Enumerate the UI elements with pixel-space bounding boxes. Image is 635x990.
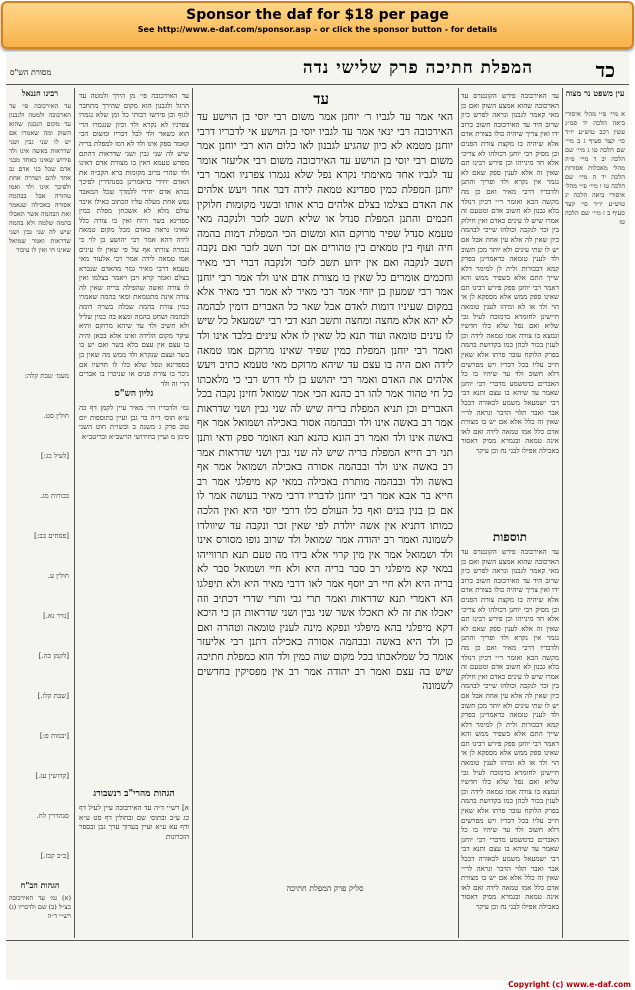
rabbeinu-chananel-header: רבינו חננאל xyxy=(21,88,59,98)
column-divider xyxy=(458,88,459,938)
talmud-page xyxy=(6,52,629,980)
source-ref: [יבמות פ:] xyxy=(39,732,69,740)
source-ref: [שבת קלו.] xyxy=(37,692,69,700)
tosafot-column-bottom: עד האירכובה פירש הקונטרס עד הארכובה שהוא אמצע השוק ואם כן מאי קאמר לגבנון ונראה לפרש כיון שרוב היד עד האירכובה חשוב כרוב ידו ואין צריך שיהיה כולו בצורת אדם אלא שיהיה בו מקצת צורת הפנים וכן מסיק רבי יוחנן דכולהו לא צריכי אלא חד מינייהו וכן פירש רבינו תם שאין זה אלא לענין ספק שאם לא נגמר אין נקרא ולד ופריך והתנן ולדבריו דרבי מאיר ואם כן מה מקשה הכא ואומר ר״י דכיון דנולד בלא גבנון לא חשוב אדם ומטעם זה אמרו שיש לו עינים כאדם ואין חילוק בין זכר לנקבה וכולהו שייכי לבהמה כיון שאין לה אלא עין אחת אבל אם יש לו שתי עינים ולא יותר מכן חשוב ולד לענין טומאה כדאמרינן בפרק קמא דבכורות ולית לן למימר דלא שייך התם אלא בשפיר ממש והא דאמר רבי יוחנן ספק פירש רבינו תם שאינו ספק ממש אלא מספקא לן אי הוי ולד או לא ומיהו לענין טומאה חיישינן לחומרא כדמוכח לעיל גבי שליא ואם נפל שלא כלו חדשיו ונמצא בו צורה אמו טמאה לידה וכן לענין בכור לכהן כמו בקדושת בהמה בפרק הלוקח עובר פרתו אלא שאין חייב עליו בכל דבריו ויש מפרשים דלא חשוב ולד עד שיהיו בו כל האברים כדמשמע מדברי רבי יוחנן שאמר עד שיהא בו עצם ותנא דבי רבי ישמעאל משמע לכאורה דבכל אבר ואבר תלוי הדבר ונראה לר״י שאין זה כלל אלא אם יש בו מצורת אדם כלל אמו טמאה לידה ואם לאו אינה טמאה ובגמרא מסיק דאסור באכילה אפילו לבני נח וכן עיקר xyxy=(461,548,559,911)
rashi-column: עד האירכובה פי׳ מן הירך ולמטה עד הרגל ולגבנון הוא מקום שהירך מתחבר לגוף וכן פירשו רבותי כל זמן שלא נגמרו צפרניו לא נקרא ולד וכיון שנגמרו הרי הוא כשאר ולד לכל דבריו ומשום הכי קאמר ספק אינו ולד לא דמו למפלת בריה שיש לה שני גבין ושני שדראות דהתם מפרש טעמא דאין בו מצורת אדם דאינו ולד שהרי ברוב מקומות ברא הקב״ה את האדם יחידי כדאמרינן בסנהדרין לפיכך נברא אדם יחידי ללמדך שכל המאבד נפש אחת מעלה עליו הכתוב כאילו איבד עולם מלא לא אשכחן מפלת כמין ספדינא בשר ורוח ואין בו צורה כלל שאינו נראה כאדם מכל מקום טמאה לידה דהא אמר רבי יהושע בן לוי כי נגמרה צורתו אף על פי שאין לו עינים אמו טמאה לידה אמר רבי אלעזר מאי טעמא דרבי מאיר גמר מהאדם שנברא בצלם ואמר קרא ויבן ויאמר בצלמו ואין לו צורה ואשה שהפילה בריה שאין לה צורה אינה מתטמאת ומאי בהמה שאמרו כמין צורת בהמה שכלה בשרה דומה לבהמה ושחט בהמה ומצא בה כמין שליל ולא חשיב ולד עד שיהא מרוקם והיא עיקר מקום הלידה ואינו אלא בכאן והיה בו עצם אין עצם בלא בשר ואם יש בו בשר ועצם שנקרא ולד ממש מה שאין כן בספדינא ונפל שלא כלו לו חדשיו אם ניכר בו צורת פנים או שניכרו בו אברים הרי זה ולד xyxy=(79,92,189,388)
tosafot-header: תוספות xyxy=(492,530,528,544)
chapter-end-text: סליק פרק המפלת חתיכה xyxy=(286,884,364,893)
copyright-notice: Copyright (c) www.e-daf.com xyxy=(508,980,631,989)
sponsor-details-text[interactable]: See http://www.e-daf.com/sponsor.asp - or click the sponsor button - for details xyxy=(137,25,498,34)
header-rule xyxy=(6,84,629,85)
source-ref: [נזיר נא.] xyxy=(43,612,69,620)
ein-mishpat-column: א מיי׳ פ״י מהל׳ איסורי ביאה הלכה יד סמ״ג עשין רכב טוש״ע יו״ד סי׳ קצד סעיף ג ב מיי׳ שם הלכה טו ג מיי׳ שם הלכה יב ד מיי׳ פ״ה מהל׳ מאכלות אסורות הלכה יד ה מיי׳ שם הלכה טו ו מיי׳ פ״י מהל׳ איסורי ביאה הלכה יג טוש״ע יו״ד סי׳ קצד סעיף ב ז מיי׳ שם הלכה טז xyxy=(565,110,625,226)
masoret-hashas-label: מסורת הש"ס xyxy=(10,68,52,77)
column-divider xyxy=(74,88,75,938)
hagahot-text: א] רש״י ד״ה עד האירכובה עיין לעיל דף כג ע״ב ובתוס׳ שם ובחולין דף סט ע״א ודף עא ע״א ועיין בערוך ערך גבן ובספר הזכרונות xyxy=(79,804,189,841)
gemara-main-text: האי אמר עד לגביו ר׳ יוחנן אמר משום רבי יוסי בן הוישע עד האירכובה רבי ינאי אמר עד לגביו יוסי בן הוישע אי לדבריו דרבי יוחנן מטמא לא כיון שהגיע לגבנון לאו כלום הוא רבי יוחנן אמר משום רבי יוסי בן הוישע עד האירכובה משום רבי אליעזר אומר עד לגביו אחד מאימתי נקרא נפל שלא נגמרו צפרניו ואמר רבי יוחנן המפלת כמין ספדינא טמאה לידה דבר אחר ויעש אלהים את האדם בצלמו בצלם אלהים ברא אותו ובשני מקומות חלוקין חכמים והתנן המפלת סנדל או שליא תשב לזכר ולנקבה מאי טעמא סנדל שפיר מרוקם הוא ומשום הכי המפלת דמות בהמה חיה ועוף בין טמאים בין טהורים אם זכר תשב לזכר ואם נקבה תשב לנקבה ואם אין ידוע תשב לזכר ולנקבה דברי רבי מאיר וחכמים אומרים כל שאין בו מצורת אדם אינו ולד אמר רבי יוחנן אמר רבי שמעון בן יוחי אמר רבי מאיר לא אמר רבי מאיר אלא במקום שעיניו דומות לאדם אבל שאר כל האברים דומין לבהמה לא יהא אלא מחצה ומחצה ותשב תנא דבי רבי ישמעאל כל שיש לו עינים טומאה ועוד תנא כל שאין לו אלא עינים בלבד אינו ולד ואמר רבי יוחנן המפלת כמין שפיר שאינו מרוקם אמו טמאה לידה ואם היה בו עצם עד שיהא מרוקם מאי טעמא כתיב ויעש אלהים את האדם ואמר רבי יהושע בן לוי דרש רבי כי מלאכתו כל חי טהור אמר להו רב כהנא הכי אמר שמואל חזינן נקבה בכל האברים וכן תניא המפלת בריה שיש לה שני גבין ושני שדראות אמר רב באשה אינו ולד ובבהמה אסור באכילה ושמואל אמר אף באשה אינו ולד ואמר רב הונא כהנא תנא האומר ספק ודאי ותנן תני רב חייא המפלת בריה שיש לה שני גבין ושני שדראות אמר רב באשה אינו ולד ובבהמה אסורה באכילה ושמואל אמר אף באשה ולד ובבהמה מותרת באכילה במאי קא מיפלגי אמר רב חייא בר אבא אמר רבי יוחנן לדבריו דרבי מאיר בעושה אמר לו אם כן בנין בנים ואף כל העולם כלו דרבי יוסי היא ואין הלכה כמותו דתניא אין אשה יולדת לפי שאין זכר ונקבה עד שיוולדו לשמונה ואמר רב יהודה אמר שמואל ולד שרוב גופו מסורס אינו ולד ושמואל אמר אין מין קרוי אלא בידו מה טעם תנא תרווייהו במאי קא מיפלגי רב סבר בריה היא ולא חיי ושמואל סבר לא בריה היא ולא חיי רב יוסף אמר לאו דרבי מאיר היא ולא תיפלגו הא דאמרי תנא שדראות ואמר תרי גבי ותרי שדרי דכתיב וזה יאכלו את זה לא תאכלו אשר שני גבין ושני שדראות הן כי היכא דקא מיפלגי בהא מיפלגי ונפקא מינה לענין טומאה וטהרה ואם כן ולד היא באשה ובבהמה אסורה באכילה דתנן רבי אליעזר אומר כל שמלאכתו בכל מקום שוה כמין ולד הוא כמפלת חתיכה שיש בה עצם ואמר רב יהודה אמר רב אין מפסיקין בחדשים לשמונה xyxy=(197,111,453,693)
page-number: כד xyxy=(595,58,615,82)
hagahot-habach-header: הגהות הב"ח xyxy=(20,880,60,890)
gilyon-hashas-header: גליון הש"ס xyxy=(114,389,154,399)
page-header xyxy=(6,58,629,80)
source-ref: חולין ע. xyxy=(47,572,69,580)
opening-word: עד xyxy=(313,90,329,108)
sponsor-headline[interactable]: Sponsor the daf for $18 per page xyxy=(186,7,449,23)
column-divider xyxy=(192,88,193,938)
source-ref: חולין סט. xyxy=(43,412,69,420)
source-ref: [קדושין עג.] xyxy=(35,772,69,780)
gilyon-hashas-text: גמ׳ ולדבריו דר׳ מאיר עיין לקמן דף כה ע״א תוס׳ ד״ה בר גבן ועיין בתוספות יום טוב פרק ג משנה ב ובשו״ת חוט השני סימן מ ועיין בחידושי הרשב״א ובריטב״א xyxy=(79,404,189,441)
ein-mishpat-header: עין משפט נר מצוה xyxy=(565,88,625,98)
tosafot-column-top: עד האירכובה פירש הקונטרס עד הארכובה שהוא אמצע השוק ואם כן מאי קאמר לגבנון ונראה לפרש כיון שרוב היד עד האירכובה חשוב כרוב ידו ואין צריך שיהיה כולו בצורת אדם אלא שיהיה בו מקצת צורת הפנים וכן מסיק רבי יוחנן דכולהו לא צריכי אלא חד מינייהו וכן פירש רבינו תם שאין זה אלא לענין ספק שאם לא נגמר אין נקרא ולד ופריך והתנן ולדבריו דרבי מאיר ואם כן מה מקשה הכא ואומר ר״י דכיון דנולד בלא גבנון לא חשוב אדם ומטעם זה אמרו שיש לו עינים כאדם ואין חילוק בין זכר לנקבה וכולהו שייכי לבהמה כיון שאין לה אלא עין אחת אבל אם יש לו שתי עינים ולא יותר מכן חשוב ולד לענין טומאה כדאמרינן בפרק קמא דבכורות ולית לן למימר דלא שייך התם אלא בשפיר ממש והא דאמר רבי יוחנן ספק פירש רבינו תם שאינו ספק ממש אלא מספקא לן אי הוי ולד או לא ומיהו לענין טומאה חיישינן לחומרא כדמוכח לעיל גבי שליא ואם נפל שלא כלו חדשיו ונמצא בו צורה אמו טמאה לידה וכן לענין בכור לכהן כמו בקדושת בהמה בפרק הלוקח עובר פרתו אלא שאין חייב עליו בכל דבריו ויש מפרשים דלא חשוב ולד עד שיהיו בו כל האברים כדמשמע מדברי רבי יוחנן שאמר עד שיהא בו עצם ותנא דבי רבי ישמעאל משמע לכאורה דבכל אבר ואבר תלוי הדבר ונראה לר״י שאין זה כלל אלא אם יש בו מצורת אדם כלל אמו טמאה לידה ואם לאו אינה טמאה ובגמרא מסיק דאסור באכילה אפילו לבני נח וכן עיקר xyxy=(461,92,559,455)
footer-rule xyxy=(6,940,629,941)
source-ref: [לעיל כג:] xyxy=(40,452,69,460)
hagahot-header: הגהות מהרי"ב רנשבורג xyxy=(93,789,175,799)
column-divider xyxy=(562,88,563,938)
source-ref: [פסחים כב:] xyxy=(34,532,69,540)
hagahot-habach-text: (א) גמ׳ עד האירכובה כצ״ל (ב) שם ולדבריו (ג) רש״י ד״ה xyxy=(9,894,71,920)
rabbeinu-chananel-text: עד האירכובה פי׳ עד הארכובה ולמטה ולגבנון עד מקום הגבנון שהוא השוק ומה שאמרו אם יש לו שני גבין ושני שדראות באשה אינו ולד פירוש שאינו כאחד מבני אדם שכל בני אדם גב אחד להם ושדרה אחת ולפיכך אינו ולד ואמו טהורה אבל בבהמה אסורה באכילה שנאמר זאת הבהמה אשר תאכלו בהמה שלמה ולא בהמה שיש לה שני גבין ושני שדראות ואמר שמואל שאינו חי ואין לו עיבור xyxy=(9,102,71,254)
source-ref: [ב״ב קכז.] xyxy=(40,852,69,860)
source-ref: בכורות מג. xyxy=(40,492,69,500)
page-title: המפלת חתיכה פרק שלישי נדה xyxy=(302,58,533,78)
source-ref: מעמ׳ שבת קלה: xyxy=(24,372,69,380)
source-ref: סנהדרין לח. xyxy=(36,812,69,820)
source-ref: [לקמן כה.] xyxy=(38,652,69,660)
sponsor-banner[interactable] xyxy=(1,1,634,49)
